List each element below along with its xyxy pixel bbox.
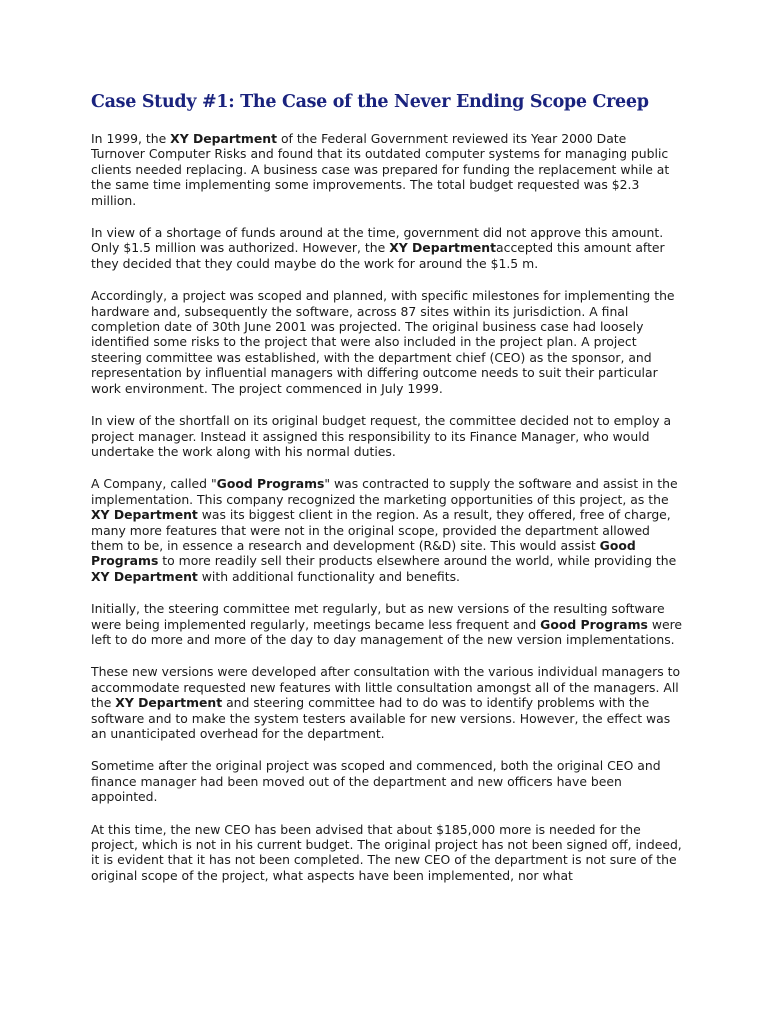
paragraph xyxy=(91,225,683,271)
paragraph-text: In view of a shortage of funds around at the time, government did not approve this amount. Only $1.5 million was authorized. However, the xyxy=(91,225,664,256)
paragraph xyxy=(91,758,683,804)
paragraph-text: In 1999, the xyxy=(91,131,171,146)
paragraph-text: to more readily sell their products elsewhere around the world, while providing the xyxy=(158,553,677,569)
paragraph-text: These new versions were developed after consultation with the various individual managers to accommodate requested new features with little consultation amongst all of the managers. All the xyxy=(91,664,681,711)
paragraph-text: accepted this amount after they decided that they could maybe do the work for around the $1.5 m. xyxy=(91,240,665,271)
paragraph-text: with additional functionality and benefits. xyxy=(197,568,460,584)
paragraph xyxy=(91,476,683,584)
bold-term: XY Department xyxy=(91,568,198,584)
paragraph-text: and steering committee had to do was to identify problems with the software and to make the system testers available for new versions. However, the effect was an unanticipated overhead for the department. xyxy=(91,695,671,741)
bold-term: Good Programs xyxy=(540,616,648,632)
paragraph-text: of the Federal Government reviewed its Year 2000 Date Turnover Computer Risks and found that its outdated computer systems for managing public clients needed replacing. A business case was prepared for funding the replacement while at the same time implementing some improvements. The total budget requested was $2.3 million. xyxy=(91,131,670,208)
bold-term: Good Programs xyxy=(91,537,636,569)
paragraph-text: was its biggest client in the region. As a result, they offered, free of charge, many more features that were not in the original scope, provided the department allowed them to be, in essence a research and development (R&D) site. This would assist xyxy=(91,507,671,553)
paragraph xyxy=(91,822,683,884)
paragraph-text: Sometime after the original project was scoped and commenced, both the original CEO and finance manager had been moved out of the department and new officers have been appointed. xyxy=(91,758,661,805)
paragraph-text: were left to do more and more of the day to day management of the new version implementations. xyxy=(91,616,683,647)
paragraph-text: Initially, the steering committee met regularly, but as new versions of the resulting software were being implemented regularly, meetings became less frequent and xyxy=(91,601,665,632)
paragraph-text: Accordingly, a project was scoped and planned, with specific milestones for implementing the hardware and, subsequently the software, across 87 sites within its jurisdiction. A final completion date of 30th June 2001 was projected. The original business case had loosely identified some risks to the project that were also included in the project plan. A project steering committee was established, with the department chief (CEO) as the sponsor, and representation by influential managers with differing outcome needs to suit their particular work environment. The project commenced in July 1999. xyxy=(91,288,675,396)
paragraph-text: At this time, the new CEO has been advised that about $185,000 more is needed for the project, which is not in his current budget. The original project has not been signed off, indeed, it is evident that it has not been completed. The new CEO of the department is not sure of the original scope of the project, what aspects have been implemented, nor what xyxy=(91,821,682,883)
paragraph xyxy=(91,664,683,741)
paragraph xyxy=(91,413,683,459)
paragraph xyxy=(91,288,683,396)
document-page xyxy=(91,92,683,900)
bold-term: XY Department xyxy=(91,507,198,523)
bold-term: XY Department xyxy=(389,240,497,256)
bold-term: Good Programs xyxy=(216,476,325,492)
paragraph xyxy=(91,131,683,208)
bold-term: XY Department xyxy=(170,131,277,146)
paragraph-text: In view of the shortfall on its original budget request, the committee decided not to employ a project manager. Instead it assigned this responsibility to its Finance Manager, who would undertake the work along with his normal duties. xyxy=(91,413,672,459)
paragraph-text: " was contracted to supply the software and assist in the implementation. This company recognized the marketing opportunities of this project, as the xyxy=(91,476,678,507)
paragraph xyxy=(91,601,683,647)
paragraph-text: A Company, called " xyxy=(91,476,217,492)
page-title: Case Study #1: The Case of the Never Ending Scope Creep xyxy=(91,92,649,112)
bold-term: XY Department xyxy=(115,695,223,711)
